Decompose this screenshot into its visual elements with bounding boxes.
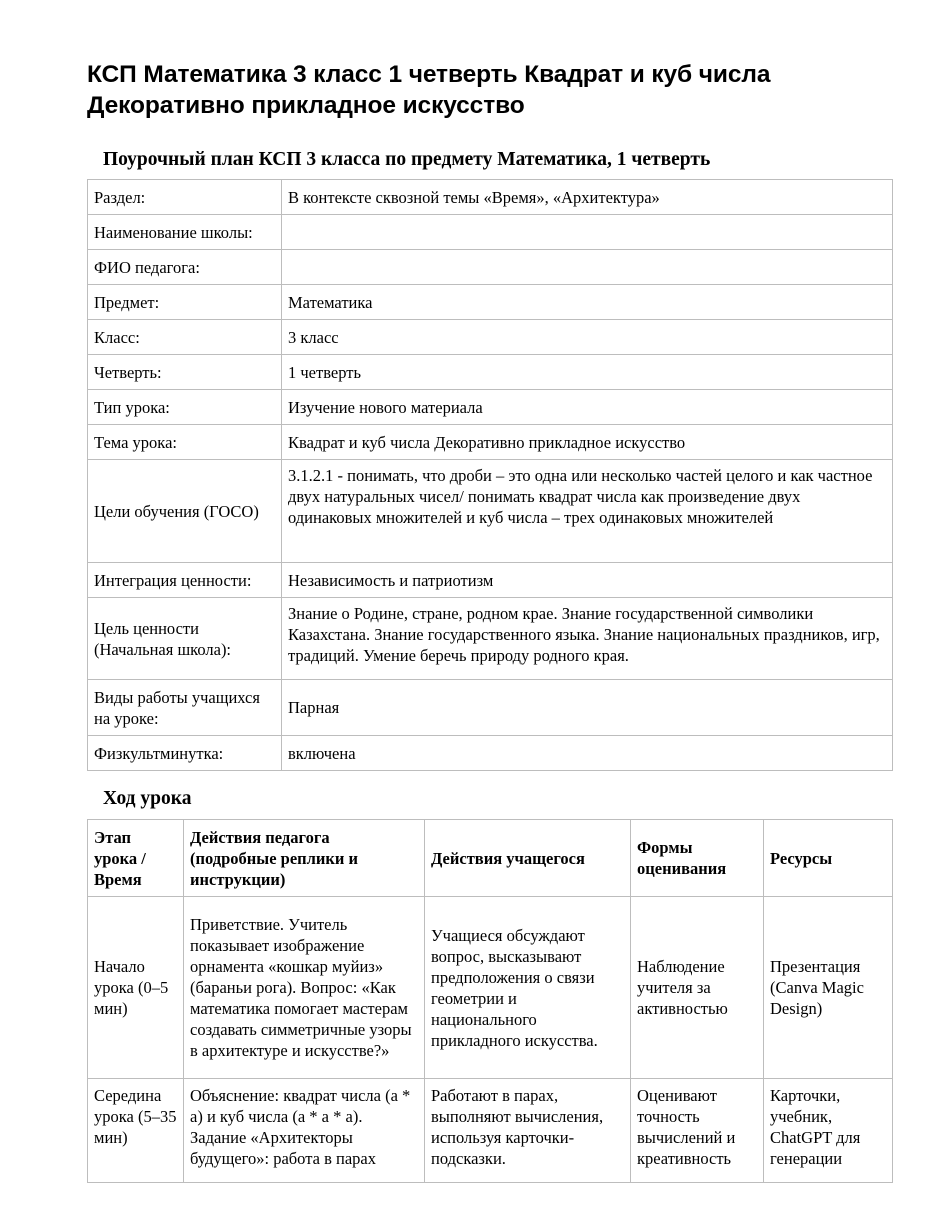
table-row <box>88 180 893 215</box>
row-label-subject: Предмет: <box>88 285 282 320</box>
cell-student-actions: Учащиеся обсуждают вопрос, высказывают предположения о связи геометрии и национального прикладного искусства. <box>425 897 631 1079</box>
table-row <box>88 250 893 285</box>
lesson-steps-table <box>87 819 893 1183</box>
row-label-teacher: ФИО педагога: <box>88 250 282 285</box>
cell-teacher-actions: Объяснение: квадрат числа (а * а) и куб числа (а * а * а). Задание «Архитекторы будущего»: работа в парах <box>184 1079 425 1183</box>
row-value-quarter: 1 четверть <box>282 355 893 390</box>
document-title <box>87 0 893 121</box>
table-row <box>88 320 893 355</box>
column-header-assessment: Формы оценивания <box>631 820 764 897</box>
cell-assessment: Наблюдение учителя за активностью <box>631 897 764 1079</box>
table-row <box>88 215 893 250</box>
row-label-work-types: Виды работы учащихся на уроке: <box>88 680 282 736</box>
row-label-section: Раздел: <box>88 180 282 215</box>
table-row <box>88 425 893 460</box>
table-row <box>88 897 893 1079</box>
lesson-heading: Ход урока <box>103 788 192 809</box>
cell-student-actions: Работают в парах, выполняют вычисления, используя карточки-подсказки. <box>425 1079 631 1183</box>
row-label-learning-goals: Цели обучения (ГОСО) <box>88 460 282 563</box>
table-row <box>88 598 893 680</box>
table-header-row <box>88 820 893 897</box>
table-row <box>88 563 893 598</box>
document-title-line-2: Декоративно прикладное искусство <box>87 92 525 119</box>
row-label-value-goal: Цель ценности (Начальная школа): <box>88 598 282 680</box>
table-row <box>88 355 893 390</box>
row-value-teacher <box>282 250 893 285</box>
row-value-values-integration: Независимость и патриотизм <box>282 563 893 598</box>
row-label-values-integration: Интеграция ценности: <box>88 563 282 598</box>
document-page <box>87 0 893 1183</box>
row-value-school <box>282 215 893 250</box>
row-value-subject: Математика <box>282 285 893 320</box>
row-value-lesson-topic: Квадрат и куб числа Декоративно прикладное искусство <box>282 425 893 460</box>
row-value-work-types: Парная <box>282 680 893 736</box>
column-header-student-actions: Действия учащегося <box>425 820 631 897</box>
cell-stage: Середина урока (5–35 мин) <box>88 1079 184 1183</box>
column-header-teacher-actions: Действия педагога (подробные реплики и инструкции) <box>184 820 425 897</box>
row-value-physical-break: включена <box>282 736 893 771</box>
row-label-quarter: Четверть: <box>88 355 282 390</box>
column-header-stage: Этап урока / Время <box>88 820 184 897</box>
column-header-resources: Ресурсы <box>764 820 893 897</box>
table-row <box>88 680 893 736</box>
cell-teacher-actions: Приветствие. Учитель показывает изображение орнамента «кошкар муйиз» (бараньи рога). Вопрос: «Как математика помогает мастерам создавать симметричные узоры в архитектуре и искусстве?» <box>184 897 425 1079</box>
cell-resources: Карточки, учебник, ChatGPT для генерации <box>764 1079 893 1183</box>
plan-info-table <box>87 179 893 771</box>
row-label-lesson-topic: Тема урока: <box>88 425 282 460</box>
plan-heading: Поурочный план КСП 3 класса по предмету Математика, 1 четверть <box>103 149 711 170</box>
cell-assessment: Оценивают точность вычислений и креативность <box>631 1079 764 1183</box>
row-value-grade: 3 класс <box>282 320 893 355</box>
row-label-school: Наименование школы: <box>88 215 282 250</box>
table-row <box>88 1079 893 1183</box>
row-label-lesson-type: Тип урока: <box>88 390 282 425</box>
row-label-grade: Класс: <box>88 320 282 355</box>
row-value-section: В контексте сквозной темы «Время», «Архитектура» <box>282 180 893 215</box>
table-row <box>88 285 893 320</box>
row-value-learning-goals: 3.1.2.1 - понимать, что дроби – это одна или несколько частей целого и как частное двух натуральных чисел/ понимать квадрат числа как произведение двух одинаковых множителей и куб числа – трех одинаковых множителей <box>282 460 893 563</box>
row-value-value-goal: Знание о Родине, стране, родном крае. Знание государственной символики Казахстана. Знание государственного языка. Знание национальных праздников, игр, традиций. Умение беречь природу родного края. <box>282 598 893 680</box>
table-row <box>88 460 893 563</box>
table-row <box>88 390 893 425</box>
document-title-line-1: КСП Математика 3 класс 1 четверть Квадрат и куб числа <box>87 61 771 88</box>
row-label-physical-break: Физкультминутка: <box>88 736 282 771</box>
row-value-lesson-type: Изучение нового материала <box>282 390 893 425</box>
table-row <box>88 736 893 771</box>
cell-resources: Презентация (Canva Magic Design) <box>764 897 893 1079</box>
cell-stage: Начало урока (0–5 мин) <box>88 897 184 1079</box>
